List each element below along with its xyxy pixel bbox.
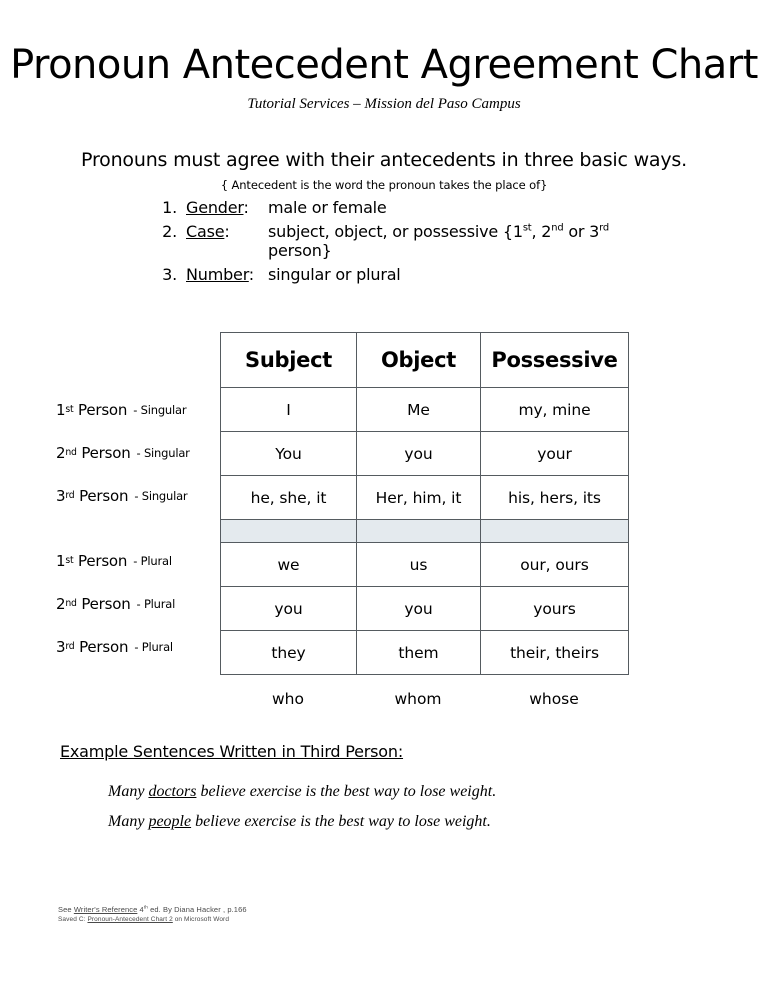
table-row (221, 631, 629, 675)
cell-object: you (357, 587, 481, 631)
footnote-prefix: Saved C: (58, 916, 88, 923)
example-sentence-2 (60, 813, 768, 831)
row-label-qualifier: - Plural (136, 596, 176, 611)
row-label-ordinal: 1 (56, 551, 66, 570)
table-row (221, 476, 629, 520)
intro-statement: Pronouns must agree with their antecedents in three basic ways. (81, 149, 687, 171)
row-label-ordinal: 2 (56, 443, 66, 462)
table-header-row (221, 333, 629, 388)
row-label-qualifier: - Singular (134, 488, 188, 503)
sentence-prefix: Many (108, 813, 149, 830)
rule-value: male or female (268, 198, 387, 217)
cell-possessive: your (481, 432, 629, 476)
rule-term (177, 222, 268, 241)
row-label-qualifier: - Singular (133, 402, 187, 417)
intro-section (0, 149, 768, 284)
row-label-3rd-singular: 3 rd Person - Singular (56, 486, 188, 505)
sentence-antecedent: doctors (148, 783, 197, 800)
rule-value-part: subject, object, or possessive {1 (268, 222, 523, 241)
rule-colon: : (224, 222, 230, 241)
agreement-rules-list (155, 198, 625, 284)
cell-subject: I (221, 388, 357, 432)
row-label-1st-plural: 1 st Person - Plural (56, 551, 172, 570)
examples-heading: Example Sentences Written in Third Person: (60, 742, 404, 761)
relative-pronoun-row (220, 690, 628, 708)
footnote-prefix: See (58, 905, 74, 914)
row-label-person: Person (81, 443, 131, 462)
cell-object: you (357, 432, 481, 476)
sentence-suffix: believe exercise is the best way to lose weight. (196, 783, 497, 800)
row-label-person: Person (78, 400, 128, 419)
rule-term-text: Gender (186, 198, 244, 217)
row-label-qualifier: - Singular (136, 445, 190, 460)
relative-pronoun-object: whom (394, 690, 442, 708)
ordinal-suffix-nd: nd (551, 222, 564, 234)
row-label-ordinal: 3 (56, 486, 66, 505)
spacer-cell (357, 520, 481, 543)
cell-object: us (357, 543, 481, 587)
footnote-filename: Pronoun-Antecedent Chart 2 (87, 916, 173, 923)
rule-number: 2. (162, 222, 177, 241)
rule-colon: : (243, 198, 249, 217)
row-label-person: Person (79, 637, 129, 656)
footnote-suffix: on Microsoft Word (172, 916, 230, 923)
row-label-qualifier: - Plural (134, 639, 173, 654)
rule-value: singular or plural (268, 265, 401, 284)
rule-term-text: Number (186, 265, 249, 284)
spacer-cell (221, 520, 357, 543)
rule-value-part: or 3 (563, 222, 600, 241)
rule-colon: : (248, 265, 254, 284)
ordinal-suffix-st: st (522, 222, 532, 234)
row-label-person: Person (81, 594, 131, 613)
cell-subject: he, she, it (221, 476, 357, 520)
column-header-subject: Subject (221, 333, 357, 388)
ordinal-suffix-rd: rd (599, 222, 609, 234)
cell-object: Her, him, it (357, 476, 481, 520)
cell-subject: you (221, 587, 357, 631)
example-sentence-1 (60, 783, 768, 801)
cell-subject: You (221, 432, 357, 476)
table-spacer-row (221, 520, 629, 543)
footnote-source-title: Writer's Reference (73, 905, 138, 914)
cell-possessive: yours (481, 587, 629, 631)
rule-term (177, 198, 268, 217)
cell-object: them (357, 631, 481, 675)
footnote-saved-line (58, 916, 247, 923)
sentence-prefix: Many (108, 783, 149, 800)
cell-possessive: their, theirs (481, 631, 629, 675)
footnote (58, 905, 247, 923)
rule-item-gender (155, 198, 625, 217)
rule-value-part: , 2 (531, 222, 552, 241)
ordinal-suffix-th: th (143, 904, 148, 910)
cell-subject: we (221, 543, 357, 587)
cell-possessive: our, ours (481, 543, 629, 587)
pronoun-chart-area (0, 328, 768, 708)
rule-number: 3. (162, 265, 177, 284)
row-label-ordinal: 3 (56, 637, 66, 656)
row-label-person: Person (79, 486, 129, 505)
row-label-spacer (56, 517, 216, 539)
row-label-qualifier: - Plural (133, 553, 172, 568)
cell-possessive: my, mine (481, 388, 629, 432)
table-row (221, 543, 629, 587)
sentence-antecedent: people (148, 813, 192, 830)
row-label-person: Person (78, 551, 128, 570)
table-row (221, 432, 629, 476)
cell-subject: they (221, 631, 357, 675)
examples-section (0, 742, 768, 831)
relative-pronoun-possessive: whose (529, 690, 579, 708)
spacer-cell (481, 520, 629, 543)
rule-number: 1. (162, 198, 177, 217)
antecedent-note: { Antecedent is the word the pronoun takes the place of} (220, 178, 548, 192)
row-label-column (56, 388, 216, 668)
footnote-source-line (58, 905, 247, 914)
footnote-suffix: ed. By Diana Hacker , p.166 (147, 905, 247, 914)
row-label-ordinal: 1 (56, 400, 66, 419)
sentence-suffix: believe exercise is the best way to lose weight. (191, 813, 491, 830)
rule-term (177, 265, 268, 284)
rule-value (268, 222, 625, 260)
table-row (221, 388, 629, 432)
relative-pronoun-subject: who (272, 690, 304, 708)
cell-possessive: his, hers, its (481, 476, 629, 520)
row-label-ordinal: 2 (56, 594, 66, 613)
column-header-object: Object (357, 333, 481, 388)
page-subtitle: Tutorial Services – Mission del Paso Campus (247, 96, 521, 112)
row-label-2nd-plural: 2 nd Person - Plural (56, 594, 176, 613)
row-label-1st-singular: 1 st Person - Singular (56, 400, 187, 419)
footnote-mid: 4 (137, 905, 144, 914)
row-label-3rd-plural: 3 rd Person - Plural (56, 637, 173, 656)
rule-term-text: Case (186, 222, 225, 241)
pronoun-table (220, 332, 629, 675)
rule-item-case (155, 222, 625, 260)
column-header-possessive: Possessive (481, 333, 629, 388)
rule-item-number (155, 265, 625, 284)
cell-object: Me (357, 388, 481, 432)
row-label-2nd-singular: 2 nd Person - Singular (56, 443, 190, 462)
rule-value-part: person} (268, 241, 332, 260)
page-title: Pronoun Antecedent Agreement Chart (10, 42, 758, 88)
table-row (221, 587, 629, 631)
